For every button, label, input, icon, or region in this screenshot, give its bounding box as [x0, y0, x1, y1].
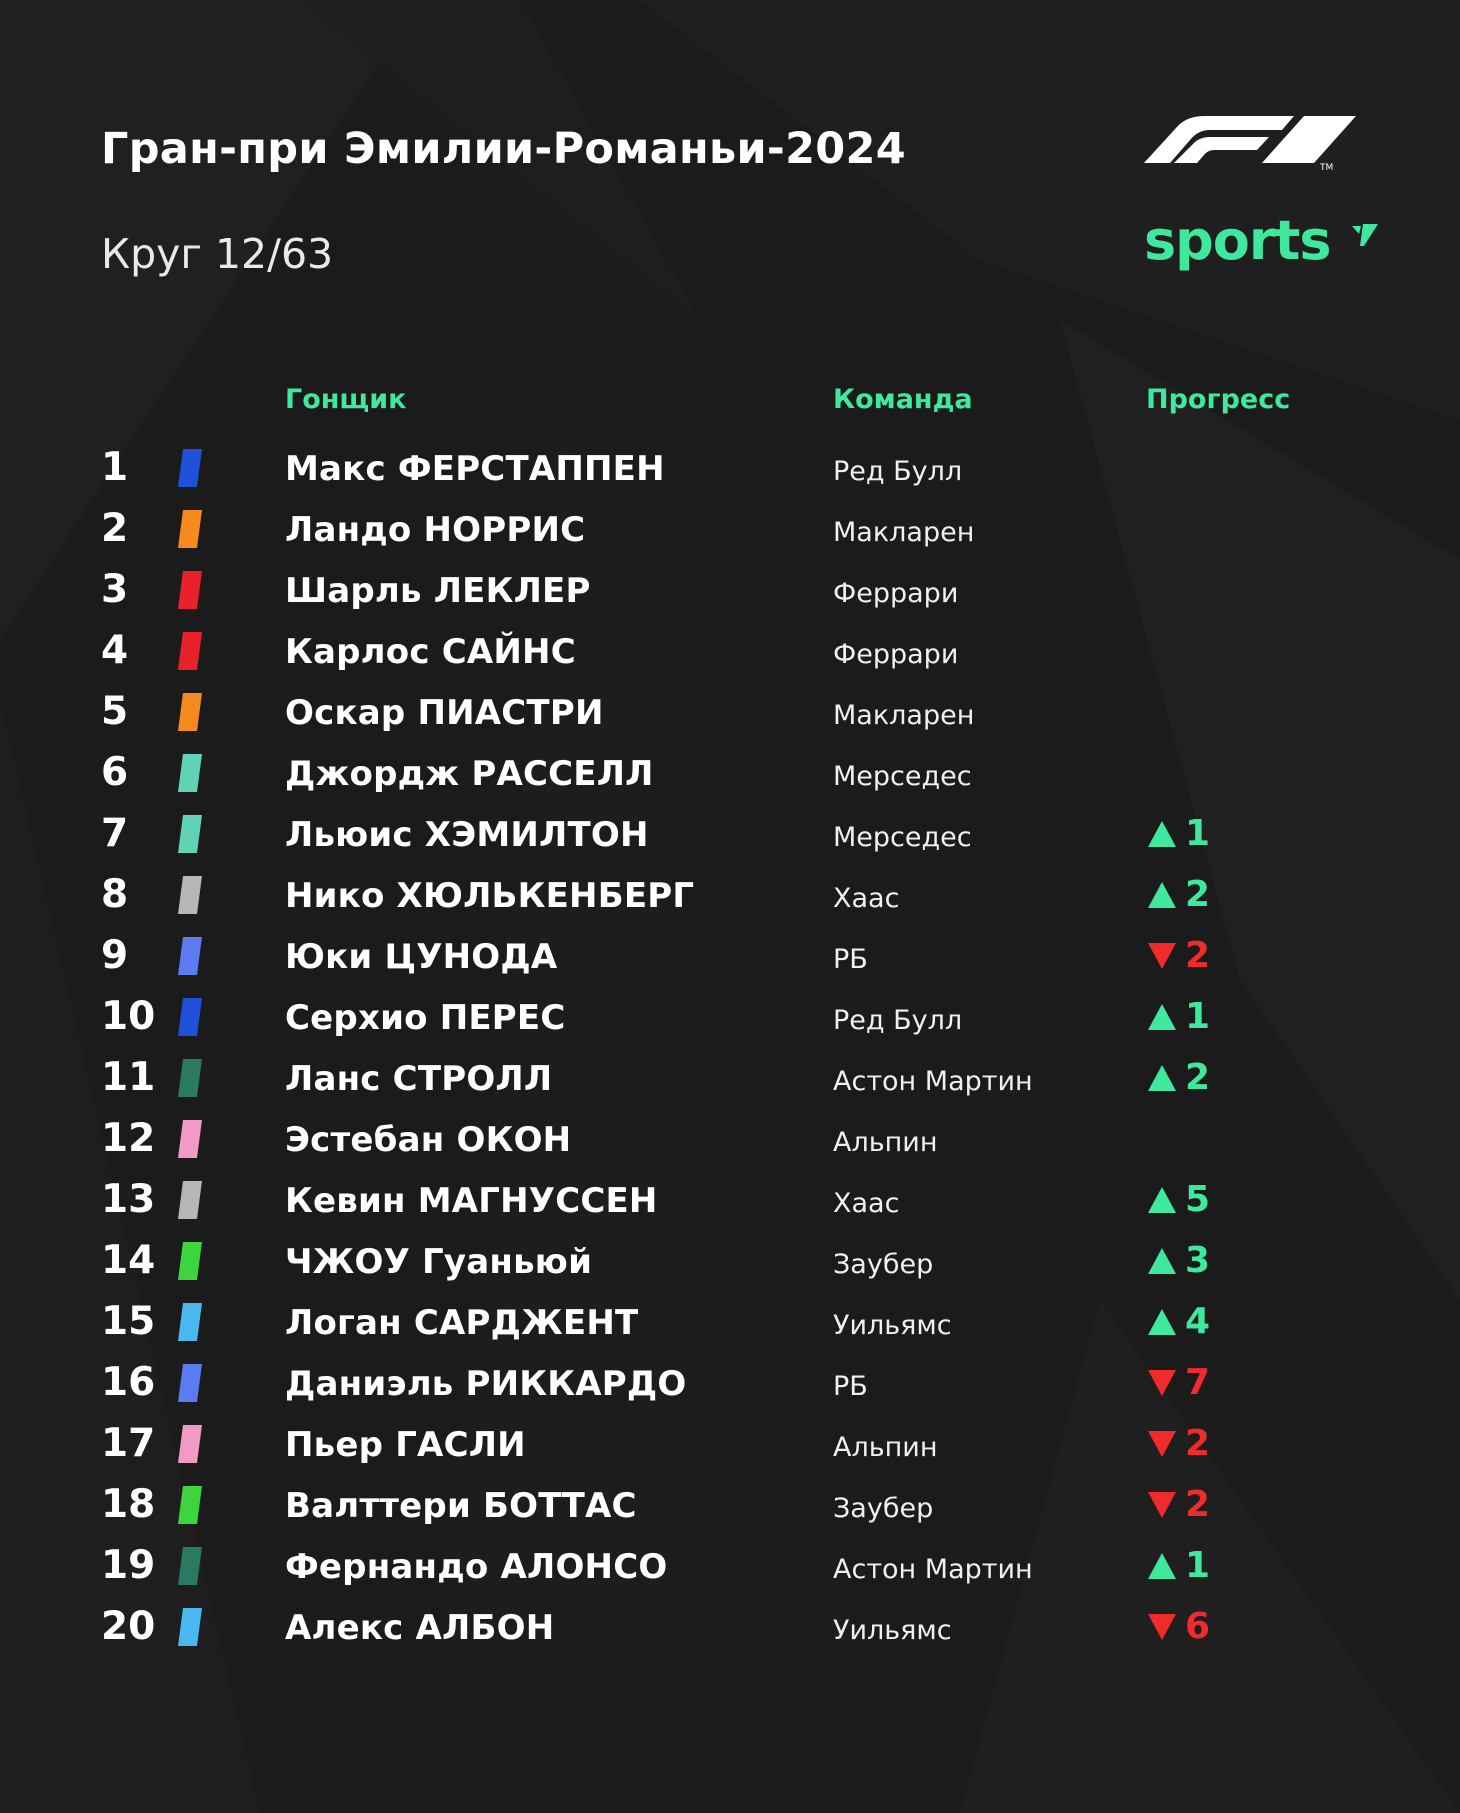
arrow-up-icon — [1147, 1247, 1177, 1275]
column-header-team: Команда — [833, 384, 973, 415]
driver-name: Макс ФЕРСТАППЕН — [285, 449, 665, 489]
team-name: Феррари — [833, 639, 959, 670]
lap-counter: Круг 12/63 — [101, 230, 334, 278]
driver-name: Алекс АЛБОН — [285, 1608, 555, 1648]
team-name: Мерседес — [833, 761, 972, 792]
team-name: Астон Мартин — [833, 1066, 1033, 1097]
team-name: Заубер — [833, 1493, 934, 1524]
position-number: 1 — [101, 445, 129, 490]
team-color-stripe — [178, 1608, 202, 1646]
position-number: 12 — [101, 1116, 156, 1161]
column-header-driver: Гонщик — [285, 384, 407, 415]
position-change-value: 2 — [1185, 1484, 1211, 1525]
position-number: 6 — [101, 750, 129, 795]
position-change — [1147, 1606, 1210, 1646]
driver-name: Карлос САЙНС — [285, 632, 576, 672]
table-row — [0, 742, 1460, 803]
driver-name: Валттери БОТТАС — [285, 1486, 637, 1526]
table-row — [0, 864, 1460, 925]
position-change — [1147, 996, 1210, 1036]
table-row — [0, 1474, 1460, 1535]
position-number: 17 — [101, 1421, 156, 1466]
team-name: Заубер — [833, 1249, 934, 1280]
arrow-down-icon — [1147, 942, 1177, 970]
arrow-down-icon — [1147, 1613, 1177, 1641]
position-change — [1147, 874, 1210, 914]
f1-logo-icon — [1144, 110, 1359, 172]
team-color-stripe — [178, 937, 202, 975]
team-name: Альпин — [833, 1432, 938, 1463]
team-color-stripe — [178, 1181, 202, 1219]
driver-name: Даниэль РИККАРДО — [285, 1364, 687, 1404]
position-number: 10 — [101, 994, 156, 1039]
team-color-stripe — [178, 1242, 202, 1280]
table-row — [0, 1596, 1460, 1657]
position-change-value: 2 — [1185, 1057, 1211, 1098]
position-change — [1147, 1240, 1210, 1280]
position-number: 9 — [101, 933, 129, 978]
team-color-stripe — [178, 571, 202, 609]
driver-name: Эстебан ОКОН — [285, 1120, 572, 1160]
svg-text:TM: TM — [1320, 163, 1334, 172]
position-number: 3 — [101, 567, 129, 612]
team-name: Феррари — [833, 578, 959, 609]
team-color-stripe — [178, 1364, 202, 1402]
team-color-stripe — [178, 815, 202, 853]
team-color-stripe — [178, 632, 202, 670]
table-row — [0, 1047, 1460, 1108]
team-name: Уильямс — [833, 1310, 952, 1341]
table-row — [0, 1230, 1460, 1291]
team-color-stripe — [178, 510, 202, 548]
position-change — [1147, 1545, 1210, 1585]
table-row — [0, 1352, 1460, 1413]
table-row — [0, 620, 1460, 681]
arrow-down-icon — [1147, 1369, 1177, 1397]
sports-logo-text: sports — [1144, 209, 1331, 272]
table-row — [0, 437, 1460, 498]
driver-name: Фернандо АЛОНСО — [285, 1547, 668, 1587]
table-row — [0, 925, 1460, 986]
driver-name: Льюис ХЭМИЛТОН — [285, 815, 649, 855]
team-name: Мерседес — [833, 822, 972, 853]
table-row — [0, 1108, 1460, 1169]
driver-name: Логан САРДЖЕНТ — [285, 1303, 639, 1343]
driver-name: Кевин МАГНУССЕН — [285, 1181, 658, 1221]
table-row — [0, 986, 1460, 1047]
arrow-up-icon — [1147, 1186, 1177, 1214]
position-change-value: 7 — [1185, 1362, 1211, 1403]
position-change — [1147, 1301, 1210, 1341]
position-number: 20 — [101, 1604, 156, 1649]
arrow-up-icon — [1147, 881, 1177, 909]
sports-logo-tick-icon — [1350, 222, 1380, 248]
table-row — [0, 1413, 1460, 1474]
position-number: 14 — [101, 1238, 156, 1283]
driver-name: Серхио ПЕРЕС — [285, 998, 566, 1038]
position-change — [1147, 935, 1210, 975]
arrow-up-icon — [1147, 1552, 1177, 1580]
team-name: Макларен — [833, 700, 975, 731]
team-name: Астон Мартин — [833, 1554, 1033, 1585]
position-change-value: 2 — [1185, 935, 1211, 976]
team-name: Хаас — [833, 1188, 900, 1219]
position-number: 19 — [101, 1543, 156, 1588]
driver-name: Шарль ЛЕКЛЕР — [285, 571, 591, 611]
table-row — [0, 1291, 1460, 1352]
driver-name: Ланс СТРОЛЛ — [285, 1059, 553, 1099]
table-row — [0, 559, 1460, 620]
driver-name: Ландо НОРРИС — [285, 510, 586, 550]
team-color-stripe — [178, 1486, 202, 1524]
position-change — [1147, 813, 1210, 853]
position-change-value: 5 — [1185, 1179, 1211, 1220]
position-change-value: 1 — [1185, 813, 1211, 854]
position-change-value: 3 — [1185, 1240, 1211, 1281]
team-name: РБ — [833, 1371, 868, 1402]
position-change-value: 1 — [1185, 1545, 1211, 1586]
team-color-stripe — [178, 998, 202, 1036]
arrow-up-icon — [1147, 1003, 1177, 1031]
team-color-stripe — [178, 1547, 202, 1585]
team-color-stripe — [178, 876, 202, 914]
driver-name: Нико ХЮЛЬКЕНБЕРГ — [285, 876, 695, 916]
team-name: Макларен — [833, 517, 975, 548]
arrow-up-icon — [1147, 1308, 1177, 1336]
team-color-stripe — [178, 1120, 202, 1158]
team-color-stripe — [178, 693, 202, 731]
position-number: 18 — [101, 1482, 156, 1527]
team-color-stripe — [178, 449, 202, 487]
position-number: 16 — [101, 1360, 156, 1405]
arrow-down-icon — [1147, 1430, 1177, 1458]
position-number: 7 — [101, 811, 129, 856]
table-row — [0, 803, 1460, 864]
position-change — [1147, 1362, 1210, 1402]
team-color-stripe — [178, 1303, 202, 1341]
position-change-value: 1 — [1185, 996, 1211, 1037]
arrow-up-icon — [1147, 820, 1177, 848]
team-name: Хаас — [833, 883, 900, 914]
table-row — [0, 681, 1460, 742]
position-number: 11 — [101, 1055, 156, 1100]
driver-name: Джордж РАССЕЛЛ — [285, 754, 654, 794]
position-change — [1147, 1179, 1210, 1219]
team-name: Альпин — [833, 1127, 938, 1158]
arrow-down-icon — [1147, 1491, 1177, 1519]
driver-name: Оскар ПИАСТРИ — [285, 693, 604, 733]
position-change-value: 6 — [1185, 1606, 1211, 1647]
team-color-stripe — [178, 1059, 202, 1097]
position-change — [1147, 1057, 1210, 1097]
position-change-value: 2 — [1185, 1423, 1211, 1464]
team-name: Ред Булл — [833, 456, 963, 487]
team-name: Уильямс — [833, 1615, 952, 1646]
driver-name: Пьер ГАСЛИ — [285, 1425, 526, 1465]
position-change — [1147, 1484, 1210, 1524]
position-number: 13 — [101, 1177, 156, 1222]
position-number: 15 — [101, 1299, 156, 1344]
team-name: Ред Булл — [833, 1005, 963, 1036]
table-row — [0, 1535, 1460, 1596]
position-number: 4 — [101, 628, 129, 673]
table-row — [0, 498, 1460, 559]
position-number: 5 — [101, 689, 129, 734]
team-name: РБ — [833, 944, 868, 975]
column-header-progress: Прогресс — [1146, 384, 1291, 415]
position-number: 2 — [101, 506, 129, 551]
position-change — [1147, 1423, 1210, 1463]
driver-name: ЧЖОУ Гуаньюй — [285, 1242, 593, 1282]
team-color-stripe — [178, 1425, 202, 1463]
sports-logo — [1144, 209, 1331, 272]
page-title: Гран-при Эмилии-Романьи-2024 — [101, 124, 906, 174]
position-change-value: 4 — [1185, 1301, 1211, 1342]
table-row — [0, 1169, 1460, 1230]
team-color-stripe — [178, 754, 202, 792]
arrow-up-icon — [1147, 1064, 1177, 1092]
position-change-value: 2 — [1185, 874, 1211, 915]
position-number: 8 — [101, 872, 129, 917]
driver-name: Юки ЦУНОДА — [285, 937, 558, 977]
standings-list — [0, 437, 1460, 1657]
